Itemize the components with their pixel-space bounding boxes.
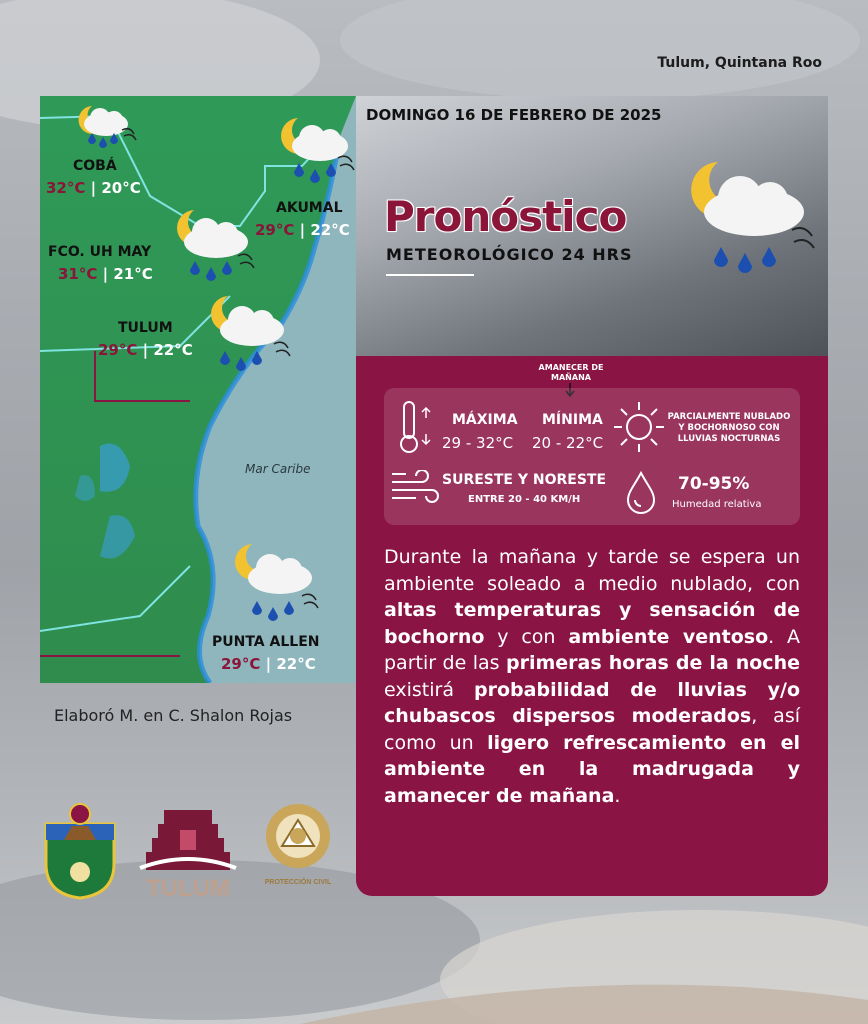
place-temp-akumal: 29°C | 22°C — [255, 221, 350, 239]
moon-cloud-rain-icon — [66, 98, 138, 158]
forecast-description — [384, 544, 800, 809]
tulum-logo-text: TULUM — [146, 875, 230, 902]
thermometer-icon — [396, 398, 442, 458]
description-text: . — [614, 784, 621, 807]
description-emphasis: ligero refrescamiento en el ambiente en la madrugada y amanecer de mañana — [384, 731, 800, 807]
description-text: , así como un — [384, 705, 801, 754]
min-label: MÍNIMA — [542, 412, 603, 428]
description-text: y con — [484, 625, 569, 648]
page-subtitle: METEOROLÓGICO 24 HRS — [386, 245, 633, 264]
description-text: existirá — [384, 678, 475, 701]
moon-cloud-rain-icon — [674, 154, 824, 294]
moon-cloud-rain-icon — [228, 540, 324, 630]
humidity-label: Humedad relativa — [672, 499, 762, 510]
description-emphasis: probabilidad de lluvias y/o chubascos dispersos moderados — [384, 678, 800, 727]
wind-icon — [390, 470, 442, 510]
wind-direction: SURESTE Y NORESTE — [442, 472, 607, 488]
moon-cloud-rain-icon — [268, 110, 356, 198]
place-name-akumal: AKUMAL — [276, 200, 343, 216]
description-text: Durante la mañana y tarde se espera un ambiente soleado a medio nublado, con — [384, 546, 800, 595]
page-title: Pronóstico — [384, 192, 627, 241]
moon-cloud-rain-icon — [164, 206, 256, 294]
description-emphasis: ambiente ventoso — [568, 625, 769, 648]
place-name-fco-uh-may: FCO. UH MAY — [48, 244, 152, 260]
civil-protection-logo — [262, 800, 334, 900]
description-emphasis: altas temperaturas y sensación de bochorno — [384, 599, 800, 648]
municipal-coat-of-arms-logo — [40, 800, 120, 900]
title-underline — [386, 274, 474, 276]
sea-label: Mar Caribe — [245, 462, 311, 476]
place-name-punta-allen: PUNTA ALLEN — [212, 634, 320, 650]
place-temp-fco-uh-may: 31°C | 21°C — [58, 265, 153, 283]
author-credit: Elaboró M. en C. Shalon Rojas — [54, 706, 293, 725]
moon-cloud-rain-icon — [200, 292, 292, 382]
description-emphasis: primeras horas de la noche — [506, 652, 800, 674]
wind-speed: ENTRE 20 - 40 KM/H — [468, 494, 581, 505]
forecast-panel — [356, 356, 828, 896]
humidity-value: 70-95% — [678, 474, 750, 494]
tulum-logo — [134, 800, 242, 904]
summary-card — [384, 388, 800, 525]
forecast-header — [356, 96, 828, 356]
region-map — [40, 96, 356, 683]
place-name-coba: COBÁ — [73, 158, 117, 174]
location-label: Tulum, Quintana Roo — [657, 55, 822, 71]
place-temp-coba: 32°C | 20°C — [46, 179, 141, 197]
place-temp-punta-allen: 29°C | 22°C — [221, 655, 316, 673]
amanecer-label: AMANECER DE MAÑANA — [538, 363, 604, 382]
min-value: 20 - 22°C — [532, 434, 604, 452]
condition-text: PARCIALMENTE NUBLADO Y BOCHORNOSO CON LLUVIAS NOCTURNAS — [667, 412, 791, 444]
max-label: MÁXIMA — [452, 412, 518, 428]
description-text: . A partir de las — [384, 625, 801, 674]
place-temp-tulum: 29°C | 22°C — [98, 341, 193, 359]
civil-logo-text: PROTECCIÓN CIVIL — [264, 879, 332, 886]
place-name-tulum: TULUM — [118, 320, 173, 336]
max-value: 29 - 32°C — [442, 434, 514, 452]
water-drop-icon — [624, 470, 658, 516]
forecast-date: DOMINGO 16 DE FEBRERO DE 2025 — [366, 106, 662, 124]
sun-icon — [612, 400, 666, 454]
